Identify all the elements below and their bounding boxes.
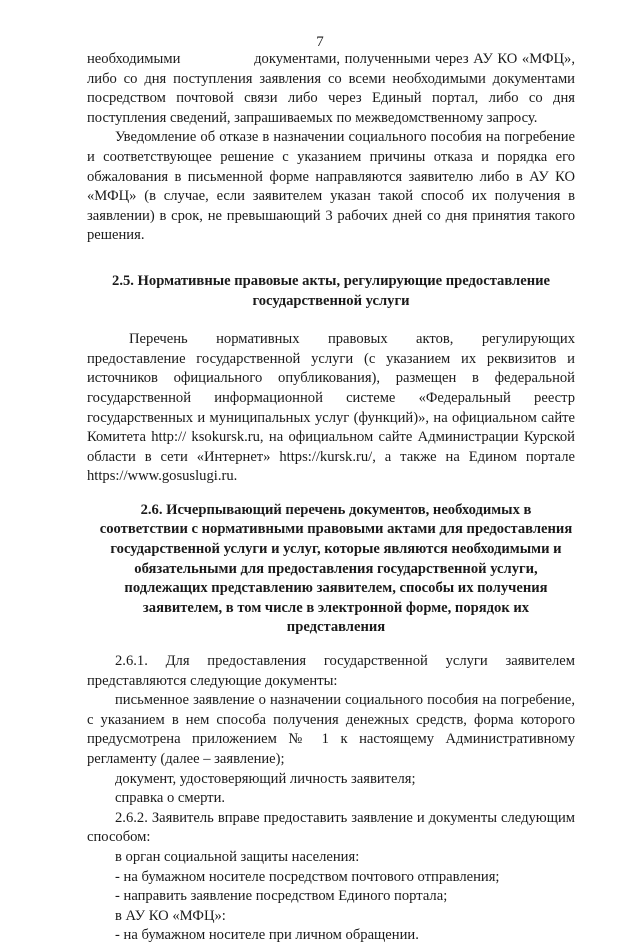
submission-to-mfc: в АУ КО «МФЦ»: [115, 907, 226, 924]
paragraph-refusal-notice: Уведомление об отказе в назначении социального пособия на погребение и соответствующее решение с указанием причины отказа и порядка его обжалования в письменной форме направляются заявителю либо в АУ КО «МФЦ» (в случае, если заявителем указан такой способ их получения в заявлении) в срок, не превышающий 3 рабочих дней со дня принятия такого решения. [87, 129, 575, 244]
submission-paper-personal: - на бумажном носителе при личном обращении. [115, 927, 419, 944]
page-number: 7 [316, 34, 324, 50]
document-item-death-certificate: справка о смерти. [115, 790, 226, 807]
document-item-application: письменное заявление о назначении социального пособия на погребение, с указанием в нем способа получения денежных средств, форма которого предусмотрена приложением № 1 к настоящему Административному регламенту (далее – заявление); [87, 692, 575, 767]
paragraph-2-6-2: 2.6.2. Заявитель вправе предоставить заявление и документы следующим способом: [87, 809, 575, 846]
paragraph-2-6-1: 2.6.1. Для предоставления государственной услуги заявителем представляются следующие документы: [87, 653, 575, 689]
section-2-5-heading: 2.5. Нормативные правовые акты, регулирующие предоставление государственной услуги [112, 272, 550, 309]
paragraph-continuation: необходимыми документами, полученными через АУ КО «МФЦ», либо со дня поступления заявления со всеми необходимыми документами посредством почтовой связи либо через Единый портал, либо со дня поступления сведений, запрашиваемых по межведомственному запросу. [87, 51, 579, 126]
document-item-identity: документ, удостоверяющий личность заявителя; [115, 770, 416, 787]
page-content [87, 50, 579, 946]
section-2-5-body: Перечень нормативных правовых актов, регулирующих предоставление государственной услуги (с указанием их реквизитов и источников официального опубликования), размещен в федеральной государственной информационной системе «Федеральный реестр государственных и муниципальных услуг (функций)», на официальном сайте Комитета http:// ksokursk.ru, на официальном сайте Администрации Курской области в сети «Интернет» https://kursk.ru/, а также на Едином портале https://www.gosuslugi.ru. [87, 331, 575, 485]
submission-via-portal: - направить заявление посредством Единого портала; [115, 888, 448, 905]
spacer [87, 246, 575, 272]
spacer [87, 638, 575, 652]
spacer [87, 487, 575, 501]
section-2-6-heading: 2.6. Исчерпывающий перечень документов, необходимых в соответствии с нормативными правовыми актами для предоставления государственной услуги и услуг, которые являются необходимыми и обязательными для предоставления государственной услуги, подлежащих представлению заявителем, способы их получения заявителем, в том числе в электронной форме, порядок их представления [99, 501, 573, 636]
submission-paper-mail: - на бумажном носителе посредством почтового отправления; [115, 868, 500, 885]
spacer [87, 311, 575, 330]
submission-to-social-protection: в орган социальной защиты населения: [115, 848, 360, 865]
